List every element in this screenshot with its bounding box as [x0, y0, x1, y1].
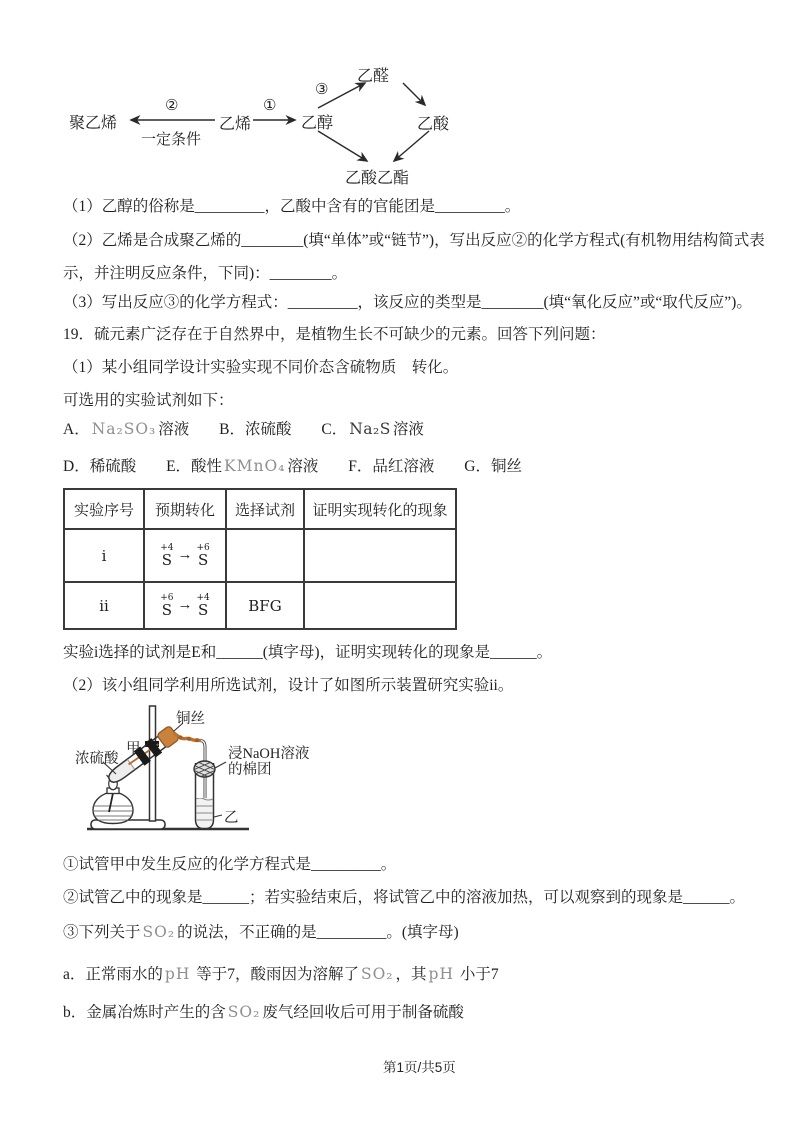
arrow-ethanol-to-ethylacetate: [318, 131, 367, 161]
q19-after-table: 实验i选择的试剂是E和______(填字母)，证明实现转化的现象是______。: [63, 644, 553, 661]
header-reagent: 选择试剂: [226, 489, 304, 529]
q19-intro: 19．硫元素广泛存在于自然界中，是植物生长不可缺少的元素。回答下列问题：: [63, 326, 606, 343]
node-acetaldehyde: 乙醛: [357, 68, 390, 85]
sulfur-plus4: +4 S: [196, 592, 210, 619]
formula-na2so3: Na₂SO₃: [91, 420, 157, 438]
table-header-row: [64, 489, 456, 529]
cell-exp-i-id: i: [64, 529, 144, 582]
experiment-table: [63, 488, 457, 630]
cell-exp-ii-conversion: +6 S → +4 S: [144, 582, 226, 629]
reagent-a: A． Na₂SO₃ 溶液: [63, 420, 190, 438]
node-ethanol: 乙醇: [301, 115, 334, 132]
q19-sub3: ③下列关于 SO₂ 的说法，不正确的是_________。(填字母): [63, 923, 459, 941]
naoh-label-line2: 的棉团: [228, 762, 272, 778]
node-acetic-acid: 乙酸: [417, 116, 450, 133]
reagent-line-defg: [63, 454, 548, 476]
label-condition: 一定条件: [141, 132, 202, 148]
apparatus-diagram: [63, 700, 393, 850]
header-expected: 预期转化: [144, 489, 226, 529]
tube-yi-label: 乙: [224, 810, 239, 826]
reagent-e: E．酸性 KMnO₄ 溶液: [166, 457, 319, 475]
cell-exp-ii-id: ii: [64, 582, 144, 629]
sulfur-plus6: +6 S: [196, 542, 210, 569]
reagent-d: D．稀硫酸: [63, 458, 137, 475]
conversion-flow-diagram: [63, 58, 473, 190]
q18-part1: （1）乙醇的俗称是_________，乙酸中含有的官能团是_________。: [63, 198, 521, 215]
q19-option-b: b．金属冶炼时产生的含 SO₂ 废气经回收后可用于制备硫酸: [63, 1003, 464, 1021]
table-row: [64, 529, 456, 582]
tube-jia-label: 甲: [126, 741, 141, 757]
label-step3: ③: [315, 82, 329, 98]
formula-so2: SO₂: [142, 923, 176, 941]
table-row: [64, 582, 456, 629]
q18-part2-line2: 示，并注明反应条件，下同)：________。: [63, 265, 348, 282]
reagent-line-abc: [63, 417, 450, 439]
q19-sub2: ②试管乙中的现象是______；若实验结束后，将试管乙中的溶液加热，可以观察到的现象是______。: [63, 889, 746, 906]
q19-sub1: ①试管甲中发生反应的化学方程式是_________。: [63, 856, 397, 873]
sulfur-plus4: +4 S: [160, 542, 174, 569]
formula-na2s: Na₂S: [349, 420, 391, 438]
page-footer: 第1页/共5页: [383, 1060, 456, 1075]
formula-ph: pH: [428, 965, 454, 983]
formula-ph: pH: [164, 965, 191, 983]
cell-exp-ii-phenomenon: [304, 582, 456, 629]
label-step1: ①: [263, 98, 277, 114]
cell-exp-i-conversion: +4 S → +6 S: [144, 529, 226, 582]
node-polyethylene: 聚乙烯: [69, 115, 118, 132]
node-ethylene: 乙烯: [219, 116, 252, 133]
sulfur-plus6: +6 S: [160, 592, 174, 619]
copper-wire-label: 铜丝: [176, 711, 205, 727]
q19-reagents-intro: 可选用的实验试剂如下：: [63, 392, 234, 409]
formula-so2: SO₂: [360, 965, 394, 983]
naoh-label-line1: 浸NaOH溶液: [228, 746, 310, 762]
q19-option-a: a．正常雨水的 pH 等于7，酸雨因为溶解了 SO₂ ，其 pH 小于7: [63, 965, 499, 983]
q18-part2-line1: （2）乙烯是合成聚乙烯的________(填“单体”或“链节”)，写出反应②的化学方程式(有机物用结构简式表: [63, 232, 765, 249]
q18-part3: （3）写出反应③的化学方程式：_________，该反应的类型是________(填“氧化反应”或“取代反应”)。: [63, 294, 752, 311]
arrow-acetaldehyde-to-aceticacid: [403, 83, 425, 105]
q19-part2: （2）该小组同学利用所选试剂，设计了如图所示装置研究实验ii。: [63, 677, 514, 694]
cell-exp-i-phenomenon: [304, 529, 456, 582]
formula-so2: SO₂: [227, 1003, 261, 1021]
reagent-b: B．浓硫酸: [219, 421, 292, 438]
node-ethyl-acetate: 乙酸乙酯: [345, 170, 410, 187]
reagent-c: C． Na₂S 溶液: [321, 420, 424, 438]
formula-kmno4: KMnO₄: [224, 457, 286, 475]
header-exp-no: 实验序号: [64, 489, 144, 529]
cell-exp-ii-reagent: BFG: [226, 582, 304, 629]
reagent-g: G．铜丝: [464, 458, 522, 475]
arrow-aceticacid-to-ethylacetate: [394, 131, 429, 161]
cell-exp-i-reagent: [226, 529, 304, 582]
reagent-f: F．品红溶液: [348, 458, 435, 475]
flow-arrows: [63, 58, 473, 190]
q19-part1: （1）某小组同学设计实验实现不同价态含硫物质 转化。: [63, 359, 459, 376]
acid-label: 浓硫酸: [75, 751, 119, 767]
header-phenomenon: 证明实现转化的现象: [304, 489, 456, 529]
label-step2: ②: [165, 98, 179, 114]
